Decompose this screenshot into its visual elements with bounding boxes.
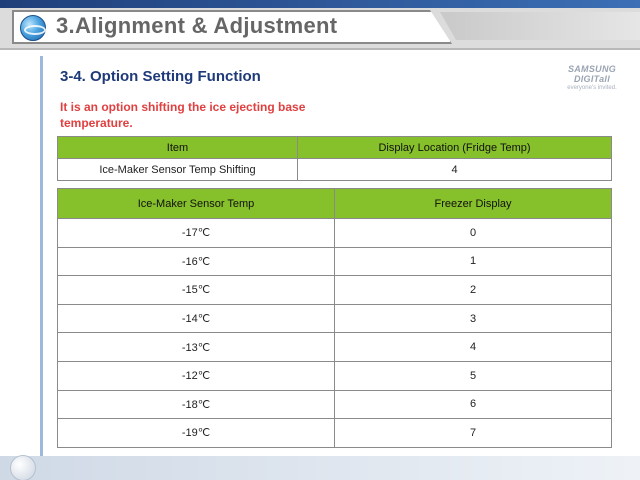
table-cell: -13℃ xyxy=(58,333,335,362)
table-row xyxy=(58,219,612,248)
table-row xyxy=(58,159,612,181)
table-row xyxy=(58,361,612,390)
table-cell: -18℃ xyxy=(58,390,335,419)
logo-tagline: everyone's invited. xyxy=(567,85,617,91)
table-header-cell: Ice-Maker Sensor Temp xyxy=(58,189,335,219)
table-header-cell: Freezer Display xyxy=(335,189,612,219)
table-row xyxy=(58,419,612,448)
table-cell: 4 xyxy=(298,159,612,181)
title-bar-slant xyxy=(440,12,640,40)
table-cell: -16℃ xyxy=(58,247,335,276)
footer-ornament xyxy=(10,455,36,480)
table-cell: -17℃ xyxy=(58,219,335,248)
table-row xyxy=(58,304,612,333)
table-cell: 2 xyxy=(335,276,612,305)
table-row xyxy=(58,276,612,305)
table-header-cell: Item xyxy=(58,137,298,159)
table-cell: 4 xyxy=(335,333,612,362)
table-cell: 1 xyxy=(335,247,612,276)
table-row xyxy=(58,390,612,419)
footer-band xyxy=(0,456,640,480)
description-text: It is an option shifting the ice ejecting base temperature. xyxy=(60,100,306,130)
table-row xyxy=(58,247,612,276)
table-cell: 6 xyxy=(335,390,612,419)
table-cell: 5 xyxy=(335,361,612,390)
table-row xyxy=(58,333,612,362)
table-cell: -12℃ xyxy=(58,361,335,390)
table-cell: 7 xyxy=(335,419,612,448)
page-title: 3.Alignment & Adjustment xyxy=(56,13,338,38)
table-cell: -19℃ xyxy=(58,419,335,448)
left-divider xyxy=(40,56,43,480)
table-cell: -15℃ xyxy=(58,276,335,305)
temp-shift-table xyxy=(57,188,612,448)
section-subtitle: 3-4. Option Setting Function xyxy=(60,68,261,85)
logo-wordmark: SAMSUNG DIGITall xyxy=(567,64,617,84)
top-accent-band xyxy=(0,0,640,8)
option-item-table xyxy=(57,136,612,181)
table-header-row xyxy=(58,189,612,219)
table-cell: Ice-Maker Sensor Temp Shifting xyxy=(58,159,298,181)
table-cell: 0 xyxy=(335,219,612,248)
table-cell: -14℃ xyxy=(58,304,335,333)
globe-icon xyxy=(20,15,46,41)
table-cell: 3 xyxy=(335,304,612,333)
samsung-logo xyxy=(556,64,628,91)
table-header-row xyxy=(58,137,612,159)
table-header-cell: Display Location (Fridge Temp) xyxy=(298,137,612,159)
